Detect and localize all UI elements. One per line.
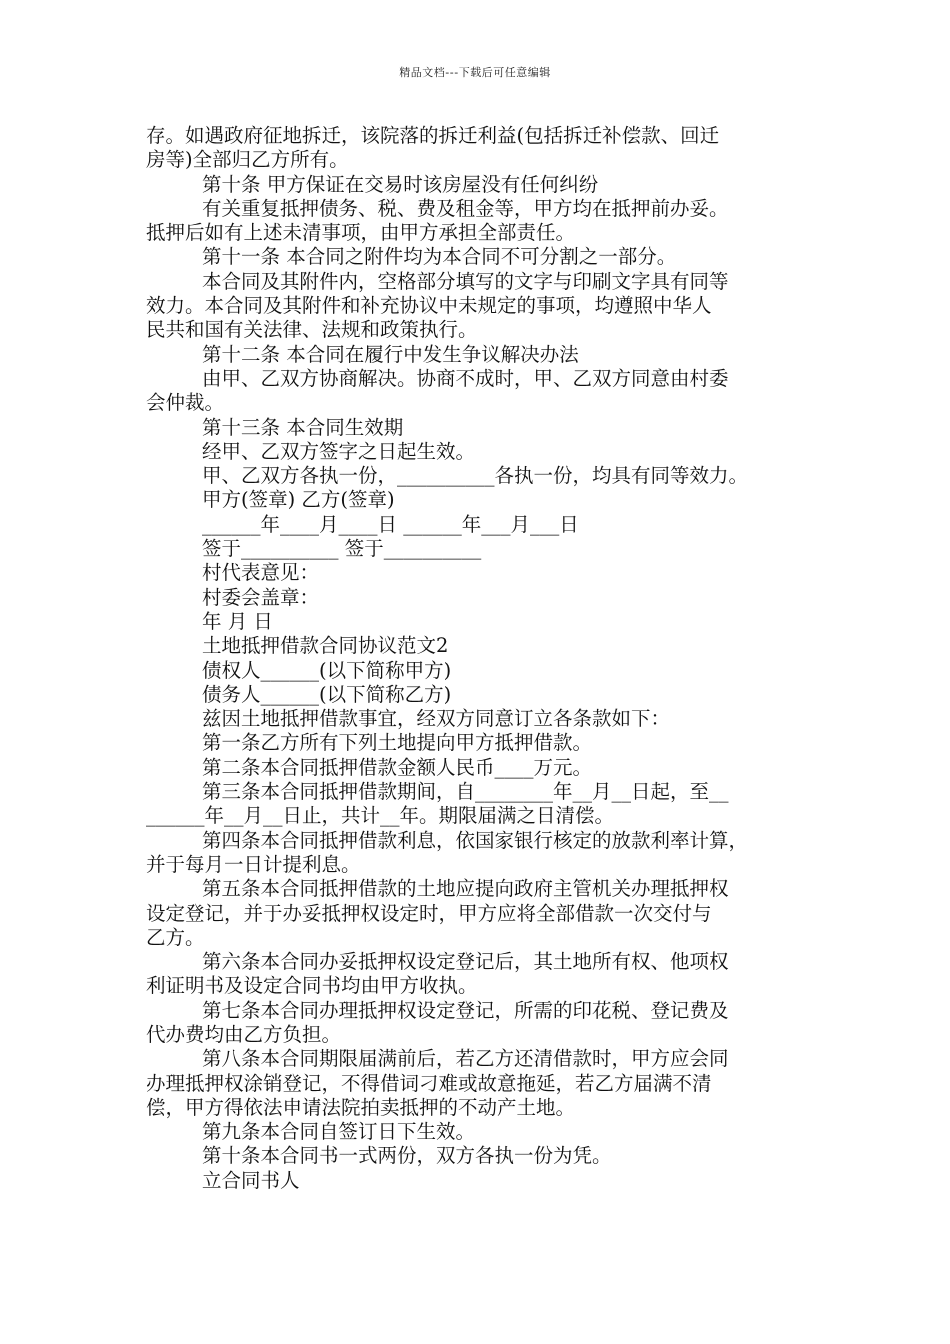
text-line: 办理抵押权涂销登记，不得借词刁难或故意拖延，若乙方届满不清 <box>146 1071 712 1095</box>
text-line: 年 月 日 <box>202 609 273 633</box>
text-line: ______年__月__日止，共计__年。期限届满之日清偿。 <box>146 804 615 828</box>
text-line: 房等)全部归乙方所有。 <box>146 148 349 172</box>
text-line: 设定登记，并于办妥抵押权设定时，甲方应将全部借款一次交付与 <box>146 901 712 925</box>
page-header: 精品文档---下载后可任意编辑 <box>399 66 551 79</box>
text-line: 第七条本合同办理抵押权设定登记，所需的印花税、登记费及 <box>202 998 729 1022</box>
text-line: 利证明书及设定合同书均由甲方收执。 <box>146 974 478 998</box>
text-line: ______年____月____日 ______年___月___日 <box>202 512 579 536</box>
text-line: 会仲裁。 <box>146 391 225 415</box>
text-line: 甲方(签章) 乙方(签章) <box>202 488 395 512</box>
text-line: 第二条本合同抵押借款金额人民币____万元。 <box>202 755 593 779</box>
text-line: 民共和国有关法律、法规和政策执行。 <box>146 318 478 342</box>
document-body <box>146 124 818 1193</box>
text-line: 第十三条 本合同生效期 <box>202 415 404 439</box>
text-line: 本合同及其附件内，空格部分填写的文字与印刷文字具有同等 <box>202 269 729 293</box>
text-line: 立合同书人 <box>202 1168 300 1192</box>
text-line: 效力。本合同及其附件和补充协议中未规定的事项，均遵照中华人 <box>146 294 712 318</box>
text-line: 存。如遇政府征地拆迁，该院落的拆迁利益(包括拆迁补偿款、回迁 <box>146 124 720 147</box>
text-line: 第三条本合同抵押借款期间，自________年__月__日起，至__ <box>202 780 729 804</box>
text-line: 偿，甲方得依法申请法院拍卖抵押的不动产土地。 <box>146 1095 576 1119</box>
text-line: 债务人______(以下简称乙方) <box>202 682 452 706</box>
text-line: 第五条本合同抵押借款的土地应提向政府主管机关办理抵押权 <box>202 877 729 901</box>
text-line: 第九条本合同自签订日下生效。 <box>202 1120 476 1144</box>
text-line: 有关重复抵押债务、税、费及租金等，甲方均在抵押前办妥。 <box>202 196 729 220</box>
text-line: 村委会盖章： <box>202 585 320 609</box>
text-line: 第一条乙方所有下列土地提向甲方抵押借款。 <box>202 731 593 755</box>
text-line: 第八条本合同期限届满前后，若乙方还清借款时，甲方应会同 <box>202 1047 729 1071</box>
text-line: 第四条本合同抵押借款利息，依国家银行核定的放款利率计算， <box>202 828 749 852</box>
text-line: 第十一条 本合同之附件均为本合同不可分割之一部分。 <box>202 245 677 269</box>
text-line: 代办费均由乙方负担。 <box>146 1022 342 1046</box>
text-line: 并于每月一日计提利息。 <box>146 852 361 876</box>
text-line: 签于__________ 签于__________ <box>202 537 482 561</box>
text-line: 村代表意见： <box>202 561 320 585</box>
text-line: 兹因土地抵押借款事宜，经双方同意订立各条款如下： <box>202 707 671 731</box>
text-line: 第十条 甲方保证在交易时该房屋没有任何纠纷 <box>202 172 599 196</box>
text-line: 抵押后如有上述未清事项，由甲方承担全部责任。 <box>146 221 576 245</box>
text-line: 甲、乙双方各执一份，__________各执一份，均具有同等效力。 <box>202 464 749 488</box>
text-line: 第十条本合同书一式两份，双方各执一份为凭。 <box>202 1144 612 1168</box>
text-line: 经甲、乙双方签字之日起生效。 <box>202 439 476 463</box>
text-line: 土地抵押借款合同协议范文2 <box>202 634 449 658</box>
text-line: 债权人______(以下简称甲方) <box>202 658 452 682</box>
text-line: 第六条本合同办妥抵押权设定登记后，其土地所有权、他项权 <box>202 950 729 974</box>
text-line: 由甲、乙双方协商解决。协商不成时，甲、乙双方同意由村委 <box>202 366 729 390</box>
text-line: 第十二条 本合同在履行中发生争议解决办法 <box>202 342 579 366</box>
text-line: 乙方。 <box>146 925 205 949</box>
